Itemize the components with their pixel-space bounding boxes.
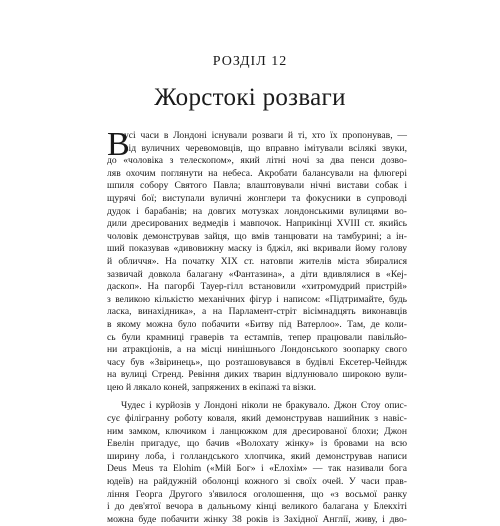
text-line: даскоп». На пагорбі Тауер-гілл встановили «хитромудрий пристрій»	[107, 281, 407, 293]
text-line: ління Георга Другого з'явилося оголошення, що «з восьмої ранку	[107, 488, 407, 500]
body-text	[107, 126, 407, 526]
text-line: ни атракціонів, а на місці нинішнього Лондонського зоопарку свого	[107, 344, 407, 356]
text-line: юдеїв) на райдужній оболонці кожного зі своїх очей. У часи прав-	[107, 476, 407, 488]
drop-cap: В	[107, 126, 130, 163]
paragraph-2	[107, 400, 407, 526]
text-line: усі часи в Лондоні існували розваги й ті, хто їх пропонував, —	[124, 130, 407, 141]
text-line: сує філігранну роботу коваля, який демонстрував нашийник з навіс-	[107, 413, 407, 425]
text-line: й обличчя». На початку XIX ст. натовпи жителів міста збиралися	[107, 255, 407, 267]
text-line: в якому можна було побачити «Битву під Ватерлоо». Там, де коли-	[107, 318, 407, 330]
text-line: від вуличних черевомовців, що вправно імітували всілякі звуки,	[124, 142, 407, 154]
text-line: Чудес і курйозів у Лондоні ніколи не бракувало. Джон Стоу опис-	[121, 400, 407, 412]
chapter-number: РОЗДІЛ 12	[212, 54, 288, 69]
text-line: щурячі бої; виступали вуличні жонглери та фокусники в супроводі	[107, 192, 407, 204]
text-line: можна буде побачити жінку 38 років із Західної Англії, живу, і дво-	[107, 513, 407, 525]
text-line: цею й лякало коней, запряжених в екіпажі та візки.	[107, 381, 317, 393]
chapter-title: Жорстокі розваги	[154, 84, 346, 111]
text-line: ширину лоба, і голландського хлопчика, який демонстрував написи	[107, 450, 407, 462]
text-line: зазвичай довкола балагану «Фантазина», а діти вдивлялися в «Кеj-	[107, 268, 407, 280]
text-line: дудок і барабанів; на довгих мотузках лондонськими вулицями во-	[107, 205, 407, 217]
text-line: чоловік демонстрував зайця, що вмів танцювати на тамбурині; а ін-	[107, 230, 407, 242]
text-line: шпиля собору Святого Павла; влаштовували нічні вистави собак і	[107, 180, 407, 192]
text-line: і до дев'ятої вечора в дальньому кінці великого балагана у Блекхіті	[107, 501, 407, 513]
text-line: ласка, винахідника», а на Парламент-стріт вісімнадцять виконавців	[107, 306, 407, 318]
text-line: ший показував «дивовижну маску із бджіл, які вкривали йому голову	[107, 243, 407, 255]
text-line: Евелін пригадує, що бачив «Волохату жінку» із бровами на всю	[107, 438, 407, 450]
text-line: дили дресированих ведмедів і мавпочок. Наприкінці XVIII ст. якийсь	[107, 218, 407, 230]
text-line: часу був «Звіринець», що розташовувався в будівлі Ексетер-Чейндж	[107, 356, 407, 368]
text-line: до «чоловіка з телескопом», який літні ночі за два пенси дозво-	[107, 155, 407, 167]
text-line: на вулиці Стренд. Ревіння диких тварин відлунювало широкою вули-	[107, 369, 407, 381]
paragraph-1	[107, 126, 407, 394]
text-line: Deus Meus та Elohim («Мій Бог» і «Елохім» — так називали бога	[107, 463, 407, 475]
text-line: з великою кількістю механічних фігур і написом: «Підтримайте, будь	[107, 293, 407, 305]
text-line: сь були крамниці граверів та естампів, тепер працювали павільйо-	[107, 331, 407, 343]
text-line: ним замком, ключиком і ланцюжком для дресированої блохи; Джон	[107, 425, 407, 437]
text-line: ляв охочим поглянути на небеса. Акробати балансували на флюгері	[107, 167, 407, 179]
